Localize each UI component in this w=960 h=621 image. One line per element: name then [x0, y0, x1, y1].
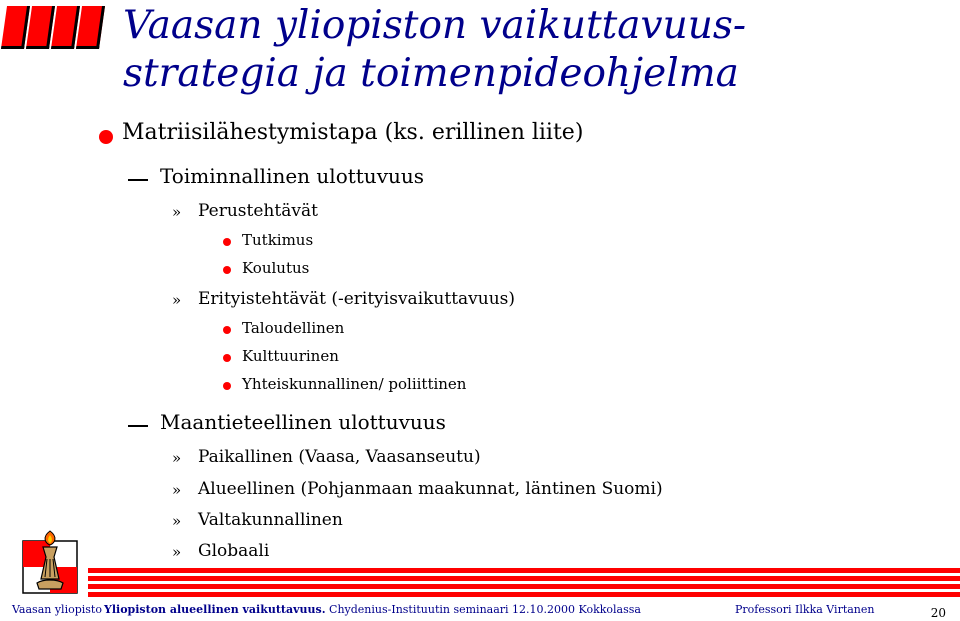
footer-stripe: [88, 568, 960, 573]
outline-item-globaali: Globaali: [198, 541, 270, 561]
outline-item-erityistehtavat: Erityistehtävät (-erityisvaikuttavuus): [198, 289, 516, 309]
outline-item-alueellinen: Alueellinen (Pohjanmaan maakunnat, läntinen Suomi): [198, 479, 663, 499]
bullet-dot-icon: [223, 354, 231, 362]
outline-item-matrix: Matriisilähestymistapa (ks. erillinen liite): [122, 120, 584, 145]
decorative-bars: [0, 6, 103, 48]
slide-title: [123, 2, 746, 98]
footer-center-rest: Chydenius-Instituutin seminaari 12.10.2000 Kokkolassa: [325, 603, 641, 616]
dash-icon: [128, 179, 148, 181]
footer-stripe: [88, 584, 960, 589]
title-line-1: Vaasan yliopiston vaikuttavuus-: [123, 3, 747, 48]
footer-center-bold: Yliopiston alueellinen vaikuttavuus.: [104, 603, 326, 616]
bullet-dot-icon: [223, 326, 231, 334]
outline-item-paikallinen: Paikallinen (Vaasa, Vaasanseutu): [198, 447, 481, 467]
outline-item-taloudellinen: Taloudellinen: [242, 319, 345, 337]
raquo-icon: »: [172, 481, 182, 499]
outline-item-yhteiskunnallinen: Yhteiskunnallinen/ poliittinen: [242, 375, 467, 393]
outline-item-kulttuurinen: Kulttuurinen: [242, 347, 339, 365]
footer-stripe: [88, 592, 960, 597]
raquo-icon: »: [172, 291, 182, 309]
dash-icon: [128, 425, 148, 427]
bullet-dot-icon: [223, 238, 231, 246]
bullet-dot-icon: [223, 266, 231, 274]
page-number: 20: [930, 606, 946, 620]
outline-item-perustehtavat: Perustehtävät: [198, 201, 318, 221]
footer-center: [104, 603, 641, 616]
outline-item-dimension-functional: Toiminnallinen ulottuvuus: [160, 164, 425, 188]
outline-item-valtakunnallinen: Valtakunnallinen: [198, 510, 343, 530]
outline-item-koulutus: Koulutus: [242, 259, 310, 277]
title-line-2: strategia ja toimenpideohjelma: [123, 51, 739, 96]
outline-item-dimension-geographic: Maantieteellinen ulottuvuus: [160, 410, 446, 434]
raquo-icon: »: [172, 512, 182, 530]
footer-org: Vaasan yliopisto: [12, 603, 102, 616]
raquo-icon: »: [172, 203, 182, 221]
raquo-icon: »: [172, 449, 182, 467]
raquo-icon: »: [172, 543, 182, 561]
footer-author: Professori Ilkka Virtanen: [735, 603, 875, 616]
university-logo: [17, 527, 83, 597]
outline-item-tutkimus: Tutkimus: [242, 231, 314, 249]
bullet-dot-icon: [223, 382, 231, 390]
bullet-dot-icon: [99, 130, 113, 144]
footer-stripe: [88, 576, 960, 581]
